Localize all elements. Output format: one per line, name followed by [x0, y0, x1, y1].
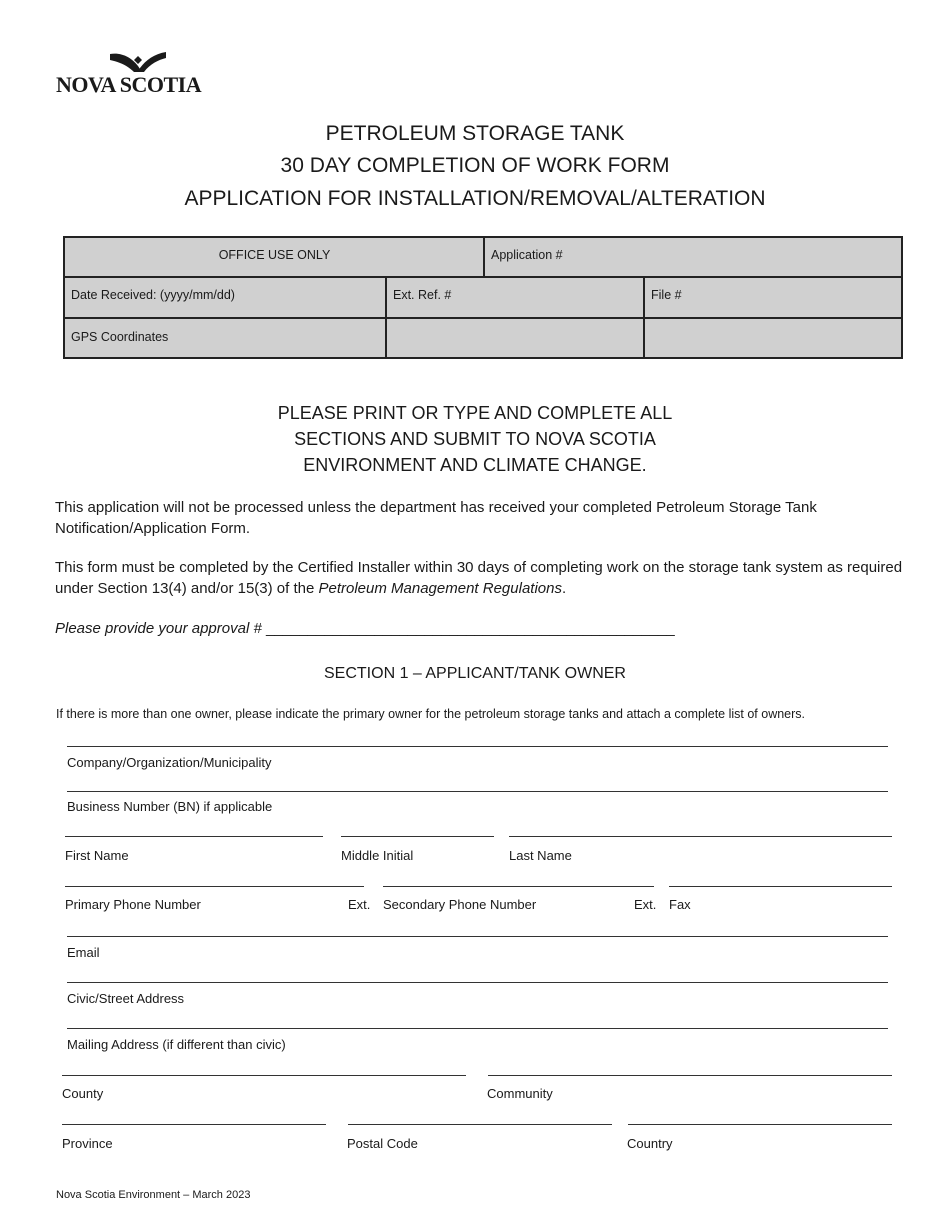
completion-requirement: [55, 557, 905, 599]
last-name-input-line[interactable]: [509, 836, 892, 837]
first-name-label: First Name: [65, 848, 129, 863]
owner-note: If there is more than one owner, please indicate the primary owner for the petroleum storage tanks and attach a complete list of owners.: [56, 707, 806, 721]
file-number-field[interactable]: File #: [651, 288, 682, 302]
first-name-input-line[interactable]: [65, 836, 323, 837]
gps-coordinates-field[interactable]: GPS Coordinates: [71, 330, 169, 344]
last-name-label: Last Name: [509, 848, 572, 863]
secondary-phone-input-line[interactable]: [383, 886, 654, 887]
office-use-only-label: OFFICE USE ONLY: [218, 248, 331, 262]
form-title-line-1: PETROLEUM STORAGE TANK: [325, 122, 625, 145]
company-label: Company/Organization/Municipality: [67, 755, 272, 770]
bn-label: Business Number (BN) if applicable: [67, 799, 273, 814]
gps-value-cell-2[interactable]: [645, 320, 901, 358]
county-label: County: [62, 1086, 104, 1101]
ext-label-1: Ext.: [348, 897, 371, 912]
gps-value-cell-1[interactable]: [387, 320, 643, 358]
email-label: Email: [67, 945, 100, 960]
civic-address-input-line[interactable]: [67, 982, 888, 983]
completion-text-start: This form must be completed by the Certified Installer within 30 days of completing work on the storage tank system as required under Section 13(4) and/or 15(3) of the: [55, 559, 903, 597]
fax-input-line[interactable]: [669, 886, 892, 887]
community-input-line[interactable]: [488, 1075, 892, 1076]
community-label: Community: [487, 1086, 553, 1101]
province-input-line[interactable]: [62, 1124, 326, 1125]
office-use-table: [63, 236, 903, 359]
postal-code-input-line[interactable]: [348, 1124, 612, 1125]
approval-label: Please provide your approval #: [55, 620, 266, 637]
country-label: Country: [627, 1136, 673, 1151]
approval-number-field[interactable]: _________________________________________________: [265, 620, 675, 637]
primary-phone-label: Primary Phone Number: [65, 897, 201, 912]
county-input-line[interactable]: [62, 1075, 466, 1076]
footer-text: Nova Scotia Environment – March 2023: [56, 1189, 251, 1201]
mailing-address-label: Mailing Address (if different than civic): [67, 1037, 286, 1052]
form-title-line-2: 30 DAY COMPLETION OF WORK FORM: [280, 154, 670, 177]
instructions-line-2: SECTIONS AND SUBMIT TO NOVA SCOTIA: [294, 429, 656, 449]
bn-input-line[interactable]: [67, 791, 888, 792]
secondary-phone-label: Secondary Phone Number: [383, 897, 537, 912]
country-input-line[interactable]: [628, 1124, 892, 1125]
nova-scotia-logo: [56, 50, 226, 96]
province-label: Province: [62, 1136, 113, 1151]
logo-wordmark: NOVA SCOTIA: [56, 72, 202, 97]
company-input-line[interactable]: [67, 746, 888, 747]
application-number-field[interactable]: Application #: [491, 248, 563, 262]
email-input-line[interactable]: [67, 936, 888, 937]
approval-number-line: [55, 618, 905, 639]
processing-notice: This application will not be processed unless the department has received your completed Petroleum Storage Tank Notification/Application Form.: [55, 499, 817, 537]
date-received-field[interactable]: Date Received: (yyyy/mm/dd): [71, 288, 235, 302]
table-col-divider: [643, 277, 645, 357]
table-col-divider: [483, 238, 485, 277]
completion-text-end: .: [561, 580, 567, 597]
civic-address-label: Civic/Street Address: [67, 991, 185, 1006]
middle-initial-label: Middle Initial: [341, 848, 414, 863]
section-1-title: SECTION 1 – APPLICANT/TANK OWNER: [324, 665, 626, 682]
fax-label: Fax: [669, 897, 691, 912]
ext-label-2: Ext.: [634, 897, 657, 912]
instructions-line-1: PLEASE PRINT OR TYPE AND COMPLETE ALL: [277, 403, 673, 423]
form-title-line-3: APPLICATION FOR INSTALLATION/REMOVAL/ALTERATION: [184, 187, 766, 210]
ext-ref-field[interactable]: Ext. Ref. #: [393, 288, 452, 302]
regulations-name: Petroleum Management Regulations: [318, 580, 562, 597]
mailing-address-input-line[interactable]: [67, 1028, 888, 1029]
table-row-divider: [65, 317, 901, 319]
instructions-line-3: ENVIRONMENT AND CLIMATE CHANGE.: [303, 455, 647, 475]
middle-initial-input-line[interactable]: [341, 836, 494, 837]
table-col-divider: [385, 277, 387, 357]
postal-code-label: Postal Code: [347, 1136, 418, 1151]
primary-phone-input-line[interactable]: [65, 886, 364, 887]
